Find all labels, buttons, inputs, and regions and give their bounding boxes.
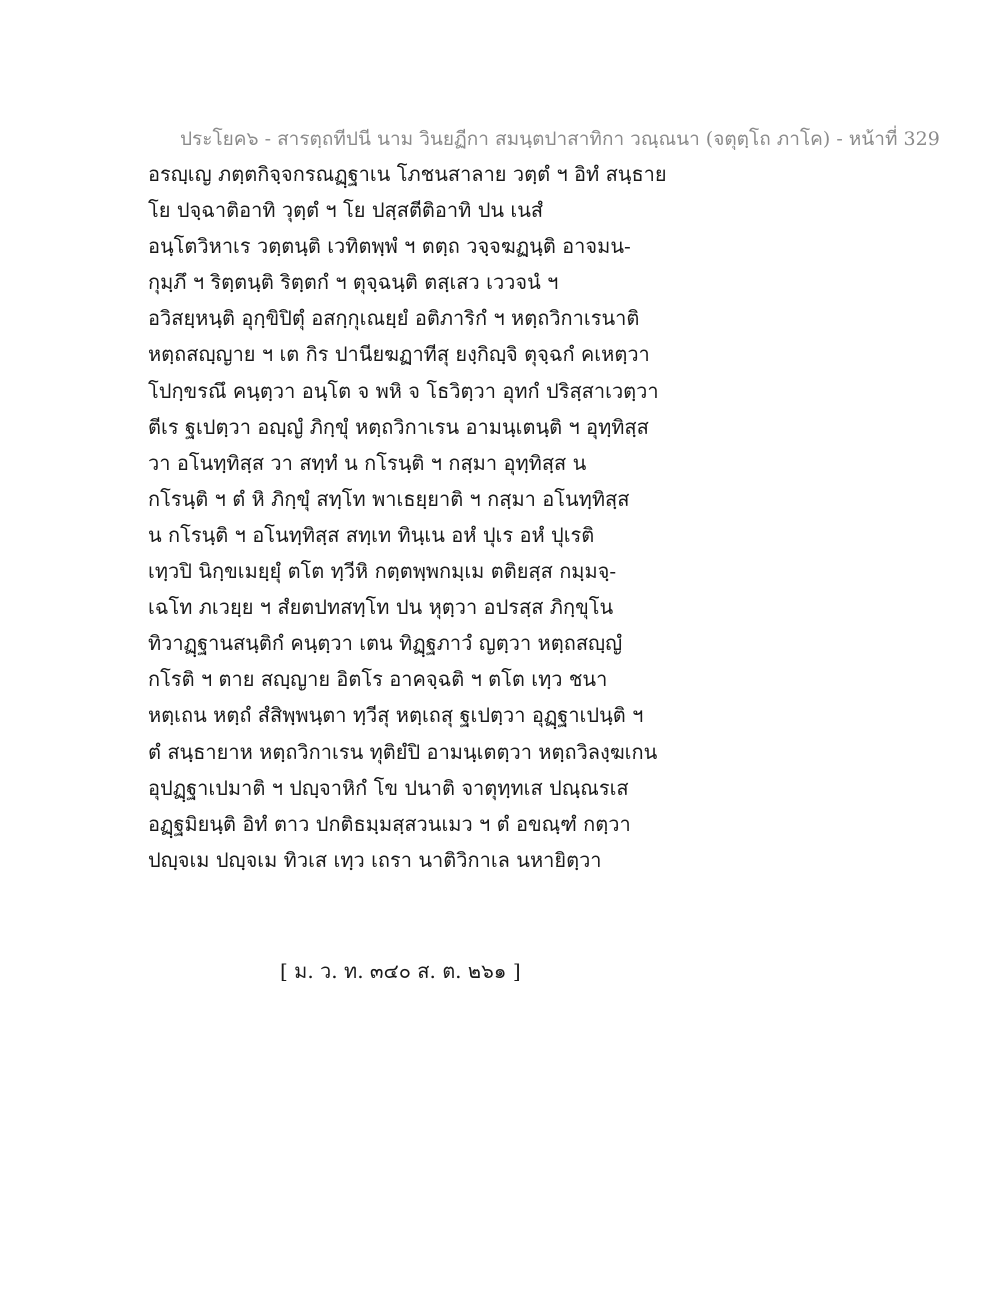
text-line: หตฺเถน หตฺถํ สํสิพฺพนฺตา ทฺวีสุ หตฺเถสุ ฐเปตฺวา อุฏฺฐาเปนฺติ ฯ bbox=[148, 703, 644, 728]
text-line: ทิวาฏฺฐานสนฺติกํ คนฺตฺวา เตน ทิฏฺฐภาวํ ญตฺวา หตฺถสญฺญํ bbox=[148, 631, 623, 656]
text-line: ปญฺจเม ปญฺจเม ทิวเส เทฺว เถรา นาติวิกาเล นหายิตฺวา bbox=[148, 847, 602, 872]
text-line: หตฺถสญฺญาย ฯ เต กิร ปานียฆฏาทีสุ ยงฺกิญฺจิ ตุจฺฉกํ คเหตฺวา bbox=[148, 342, 650, 367]
text-line: เฉโท ภเวยฺย ฯ สํยตปทสทฺโท ปน หุตฺวา อปรสฺส ภิกฺขุโน bbox=[148, 595, 614, 620]
text-line: กโรนฺติ ฯ ตํ หิ ภิกฺขุํ สทฺโท พาเธยฺยาติ ฯ กสฺมา อโนทฺทิสฺส bbox=[148, 486, 630, 511]
text-line: กโรติ ฯ ตาย สญฺญาย อิตโร อาคจฺฉติ ฯ ตโต เทฺว ชนา bbox=[148, 667, 608, 692]
text-line: ตีเร ฐเปตฺวา อญฺญํ ภิกฺขุํ หตฺถวิกาเรน อามนฺเตนฺติ ฯ อุทฺทิสฺส bbox=[148, 414, 649, 439]
text-line: วา อโนทฺทิสฺส วา สทฺทํ น กโรนฺติ ฯ กสฺมา อุทฺทิสฺส น bbox=[148, 450, 587, 475]
text-line: อฏฺฐมิยนฺติ อิทํ ตาว ปกติธมฺมสฺสวนเมว ฯ ตํ อขณฺฑํ กตฺวา bbox=[148, 811, 631, 836]
text-line: อวิสยฺหนฺติ อุกฺขิปิตุํ อสกฺกุเณยฺยํ อติภาริกํ ฯ หตฺถวิกาเรนาติ bbox=[148, 306, 640, 331]
reference-citation: [ ม. ว. ท. ๓๔๐ ส. ต. ๒๖๑ ] bbox=[280, 959, 521, 983]
text-line: อรญฺเญ ภตฺตกิจฺจกรณฏฺฐาเน โภชนสาลาย วตฺตํ ฯ อิทํ สนฺธาย bbox=[148, 162, 667, 186]
text-line: ตํ สนฺธายาห หตฺถวิกาเรน ทุติยํปิ อามนฺเตตฺวา หตฺถวิลงฺฆเกน bbox=[148, 739, 658, 764]
text-line: อุปฏฺฐาเปมาติ ฯ ปญฺจาหิกํ โข ปนาติ จาตุทฺทเส ปณฺณรเส bbox=[148, 775, 629, 800]
text-line: น กโรนฺติ ฯ อโนทฺทิสฺส สทฺเท ทินฺเน อหํ ปุเร อหํ ปุเรติ bbox=[148, 522, 595, 547]
text-line: อนฺโตวิหาเร วตฺตนฺติ เวทิตพฺพํ ฯ ตตฺถ วจฺจฆฏนฺติ อาจมน- bbox=[148, 234, 631, 259]
text-line: โปกฺขรณึ คนฺตฺวา อนฺโต จ พหิ จ โธวิตฺวา อุทกํ ปริสฺสาเวตฺวา bbox=[148, 378, 659, 403]
body-text bbox=[148, 156, 688, 878]
text-line: เทฺวปิ นิกฺขเมยฺยุํ ตโต ทฺวีหิ กตฺตพฺพกมฺเม ตติยสฺส กมฺมจฺ- bbox=[148, 559, 617, 584]
text-line: โย ปจฺฉาติอาทิ วุตฺตํ ฯ โย ปสฺสตีติอาทิ ปน เนสํ bbox=[148, 198, 544, 223]
page-header: ประโยค๖ - สารตฺถทีปนี นาม วินยฏีกา สมนฺตปาสาทิกา วณฺณนา (จตุตฺโถ ภาโค) - หน้าที่ 329 bbox=[180, 128, 940, 150]
text-line: กุมฺภึ ฯ ริตฺตนฺติ ริตฺตกํ ฯ ตุจฺฉนฺติ ตสฺเสว เววจนํ ฯ bbox=[148, 270, 559, 295]
